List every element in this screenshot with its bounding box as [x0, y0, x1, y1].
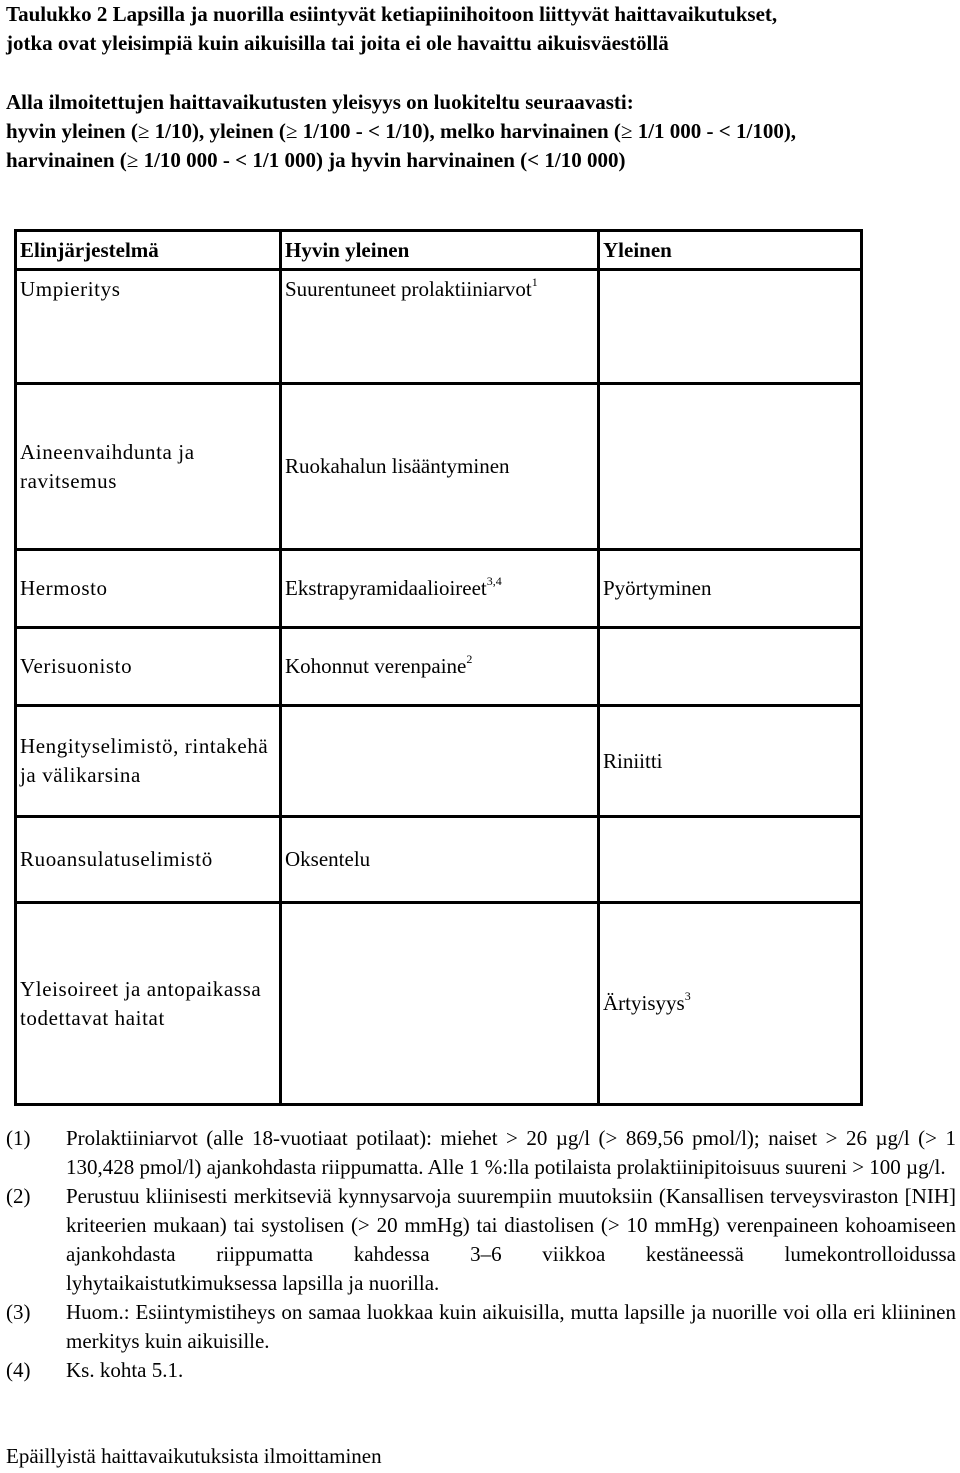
ge-symbol: ≥: [620, 119, 633, 143]
adverse-reactions-table: [14, 229, 863, 1106]
reaction-text: Ekstrapyramidaalioireet: [285, 576, 487, 600]
table-row: [16, 550, 862, 628]
ge-symbol: ≥: [126, 148, 139, 172]
soc-cell: Ruoansulatuselimistö: [16, 817, 281, 903]
table-row: [16, 384, 862, 550]
very-common-cell: [281, 628, 599, 706]
footnote-number: (2): [6, 1184, 31, 1208]
footnote-text: Prolaktiiniarvot (alle 18-vuotiaat potilaat): miehet > 20 µg/l (> 869,56 pmol/l); naiset > 26 µg/l (> 1 130,428 pmol/l) ajankohdasta riippumatta. Alle 1 %:lla potilaista prolaktiinipitoisuus suureni > 100 µg/l.: [66, 1126, 956, 1179]
text-fragment: 1/100 - < 1/10), melko harvinainen (: [297, 119, 621, 143]
reaction-text: Kohonnut verenpaine: [285, 654, 467, 678]
common-cell: [599, 706, 862, 817]
table-row: [16, 706, 862, 817]
soc-cell: Hermosto: [16, 550, 281, 628]
header-cell-soc: Elinjärjestelmä: [16, 231, 281, 270]
ge-symbol: ≥: [285, 119, 298, 143]
common-cell: [599, 270, 862, 384]
reaction-text: Ruokahalun lisääntyminen: [285, 454, 510, 478]
soc-cell: Umpieritys: [16, 270, 281, 384]
reaction-text: Oksentelu: [285, 847, 371, 871]
table-row: [16, 817, 862, 903]
very-common-cell: [281, 903, 599, 1105]
table-title: [6, 0, 956, 58]
footnote-text: Ks. kohta 5.1.: [66, 1358, 184, 1382]
frequency-intro-line-2: [6, 117, 956, 146]
footnote-number: (4): [6, 1358, 31, 1382]
footnote-text: Perustuu kliinisesti merkitseviä kynnysarvoja suurempiin muutoksiin (Kansallisen terveysviraston [NIH] kriteerien mukaan) tai systolisen (> 20 mmHg) tai diastolisen (> 10 mmHg) verenpaineen kohoamiseen ajankohdasta riippumatta kahdessa 3–6 viikkoa kestäneessä lumekontrolloidussa lyhytaikaistutkimuksessa lapsilla ja nuorilla.: [66, 1184, 956, 1295]
text-fragment: 1/10 000 - < 1/1 000) ja hyvin harvinainen (< 1/10 000): [138, 148, 626, 172]
footnote: [6, 1298, 956, 1356]
footnote: [6, 1182, 956, 1298]
table-row: [16, 628, 862, 706]
footnote-text: Huom.: Esiintymistiheys on samaa luokkaa kuin aikuisilla, mutta lapsille ja nuorille voi olla eri kliininen merkitys kuin aikuisille.: [66, 1300, 956, 1353]
footnote-ref: 2: [466, 652, 473, 666]
footnote: [6, 1124, 956, 1182]
soc-cell: Aineenvaihdunta ja ravitsemus: [16, 384, 281, 550]
soc-cell: Yleisoireet ja antopaikassa todettavat haitat: [16, 903, 281, 1105]
text-fragment: harvinainen (: [6, 148, 127, 172]
text-fragment: 1/1 000 - < 1/100),: [632, 119, 797, 143]
very-common-cell: [281, 817, 599, 903]
common-cell: [599, 628, 862, 706]
table-header-row: [16, 231, 862, 270]
footnote-number: (3): [6, 1300, 31, 1324]
common-cell: [599, 903, 862, 1105]
very-common-cell: [281, 706, 599, 817]
text-fragment: 1/10), yleinen (: [149, 119, 286, 143]
table-title-line-2: jotka ovat yleisimpiä kuin aikuisilla tai joita ei ole havaittu aikuisväestöllä: [6, 31, 669, 55]
common-cell: [599, 384, 862, 550]
frequency-intro-line-3: [6, 146, 956, 175]
table-row: [16, 270, 862, 384]
footnote-ref: 3,4: [486, 574, 502, 588]
table-row: [16, 903, 862, 1105]
footnote-ref: 1: [531, 275, 538, 289]
footnote-ref: 3: [684, 989, 691, 1003]
very-common-cell: [281, 384, 599, 550]
footnote: [6, 1356, 956, 1385]
reaction-text: Ärtyisyys: [603, 991, 685, 1015]
very-common-cell: [281, 550, 599, 628]
common-cell: [599, 550, 862, 628]
footnote-number: (1): [6, 1126, 31, 1150]
soc-cell: Verisuonisto: [16, 628, 281, 706]
reaction-text: Suurentuneet prolaktiiniarvot: [285, 277, 532, 301]
reaction-text: Riniitti: [603, 748, 663, 773]
ge-symbol: ≥: [137, 119, 150, 143]
soc-cell: Hengityselimistö, rintakehä ja välikarsina: [16, 706, 281, 817]
section-heading: Epäillyistä haittavaikutuksista ilmoittaminen: [6, 1444, 382, 1468]
frequency-intro-line-1: Alla ilmoitettujen haittavaikutusten yleisyys on luokiteltu seuraavasti:: [6, 90, 634, 114]
table-title-line-1: Taulukko 2 Lapsilla ja nuorilla esiintyvät ketiapiinihoitoon liittyvät haittavaikutukset,: [6, 2, 778, 26]
very-common-cell: [281, 270, 599, 384]
header-cell-common: Yleinen: [599, 231, 862, 270]
text-fragment: hyvin yleinen (: [6, 119, 138, 143]
reaction-text: Pyörtyminen: [603, 576, 712, 600]
footnotes: [6, 1124, 956, 1385]
header-cell-very-common: Hyvin yleinen: [281, 231, 599, 270]
common-cell: [599, 817, 862, 903]
frequency-intro: [6, 88, 956, 175]
